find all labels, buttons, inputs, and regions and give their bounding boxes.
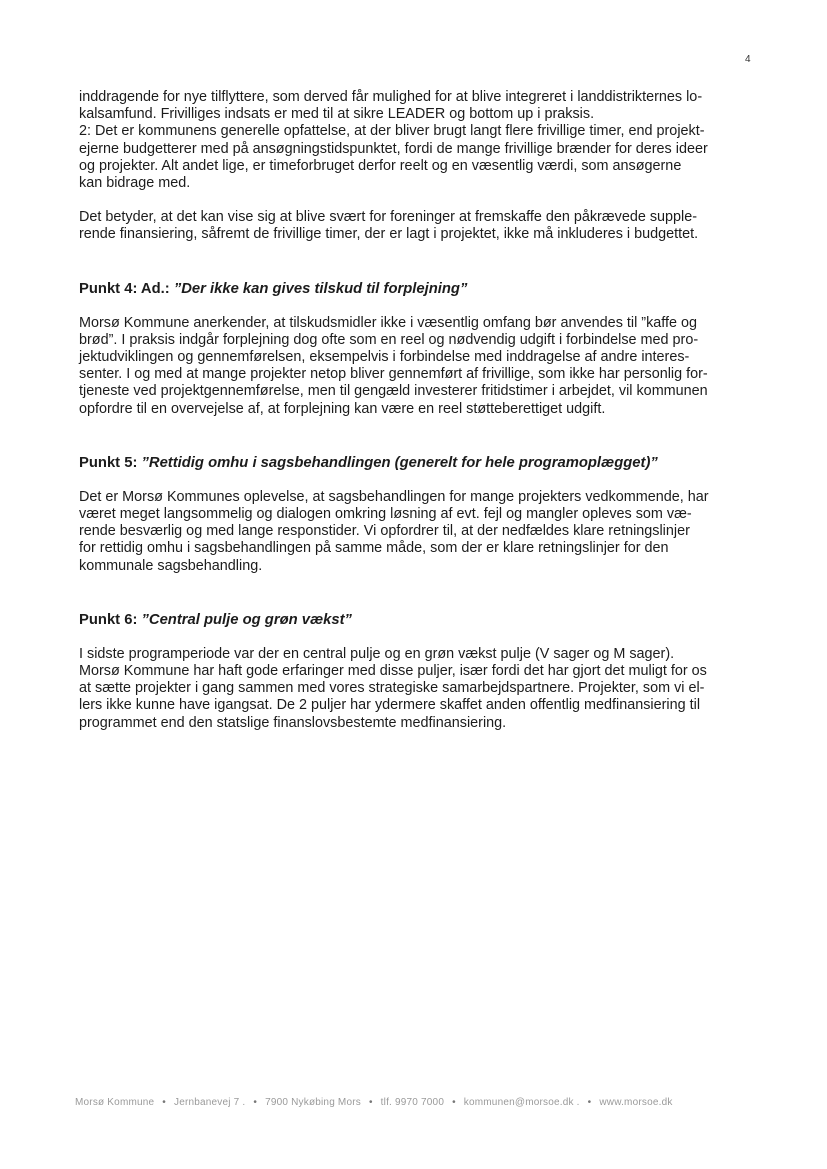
section-label: Punkt 5:	[79, 454, 142, 471]
footer-web: www.morsoe.dk	[599, 1097, 673, 1108]
section-heading-punkt-5	[79, 454, 751, 472]
footer-address: Jernbanevej 7 .	[174, 1097, 246, 1108]
footer-email: kommunen@morsoe.dk .	[463, 1097, 580, 1108]
footer-org: Morsø Kommune	[75, 1097, 155, 1108]
intro-line: inddragende for nye tilflyttere, som derved får mulighed for at blive integreret i landdistrikternes lo-	[79, 89, 703, 105]
section-title: ”Rettidig omhu i sagsbehandlingen (generelt for hele programoplægget)”	[141, 454, 658, 471]
section-line: programmet end den statslige finanslovsbestemte medfinansiering.	[79, 714, 507, 731]
footer-separator: •	[162, 1097, 166, 1108]
section-heading-punkt-6	[79, 611, 751, 629]
section-heading-punkt-4	[79, 280, 751, 298]
footer-separator: •	[452, 1097, 456, 1108]
footer-city: 7900 Nykøbing Mors	[265, 1097, 361, 1108]
footer-separator: •	[368, 1097, 373, 1108]
page-number: 4	[745, 54, 751, 65]
section-line: Morsø Kommune anerkender, at tilskudsmidler ikke i væsentlig omfang bør anvendes til ”kaffe og	[79, 314, 698, 331]
section-line: opfordre til en overvejelse af, at forplejning kan være en reel støtteberettiget udgift.	[79, 400, 606, 417]
section-line: været meget langsommelig og dialogen omkring løsning af evt. fejl og mangler opleves som væ-	[79, 506, 692, 523]
section-title: ”Central pulje og grøn vækst”	[141, 611, 352, 628]
section-title: ”Der ikke kan gives tilskud til forplejning”	[173, 280, 468, 297]
section-line: Det er Morsø Kommunes oplevelse, at sagsbehandlingen for mange projekters vedkommende, har	[79, 488, 709, 505]
section-line: tjeneste ved projektgennemførelse, men til gengæld investerer fritidstimer i arbejdet, vil kommunen	[79, 383, 708, 400]
intro-line: ejerne budgetterer med på ansøgningstidspunktet, fordi de mange frivillige brænder for deres ideer	[79, 140, 708, 157]
section-line: I sidste programperiode var der en central pulje og en grøn vækst pulje (V sager og M sager).	[79, 645, 675, 662]
section-line: rende besværlig og med lange responstider. Vi opfordrer til, at der nedfældes klare retningslinjer	[79, 523, 690, 540]
section-line: brød”. I praksis indgår forplejning dog ofte som en reel og nødvendig udgift i forbindelse med pro-	[79, 331, 699, 348]
intro-paragraph-2-line: rende finansiering, såfremt de frivillige timer, der er lagt i projektet, ikke må inkluderes i budgettet.	[79, 226, 699, 243]
page-footer	[75, 1097, 755, 1108]
footer-separator: •	[253, 1097, 258, 1108]
intro-line: og projekter. Alt andet lige, er timeforbruget derfor reelt og en væsentlig værdi, som ansøgerne	[79, 157, 682, 174]
section-label: Punkt 6:	[79, 611, 142, 628]
intro-line: 2: Det er kommunens generelle opfattelse, at der bliver brugt langt flere frivillige timer, end projekt-	[79, 123, 705, 140]
section-line: lers ikke kunne have igangsat. De 2 puljer har ydermere skaffet anden offentlig medfinansiering til	[79, 697, 701, 714]
section-line: kommunale sagsbehandling.	[79, 557, 263, 574]
section-line: jektudviklingen og gennemførelsen, eksempelvis i forbindelse med inddragelse af andre interes-	[79, 349, 690, 366]
section-line: for rettidig omhu i sagsbehandlingen på samme måde, som der er klare retningslinjer for den	[79, 540, 669, 557]
intro-line: kan bidrage med.	[79, 175, 191, 192]
intro-line: kalsamfund. Frivilliges indsats er med til at sikre LEADER og bottom up i praksis.	[79, 106, 595, 123]
intro-paragraph-2-line: Det betyder, at det kan vise sig at blive svært for foreninger at fremskaffe den påkrævede supple-	[79, 209, 698, 226]
footer-phone: tlf. 9970 7000	[380, 1097, 445, 1108]
section-line: senter. I og med at mange projekter netop bliver gennemført af frivillige, som ikke har personlig for-	[79, 366, 708, 383]
section-line: Morsø Kommune har haft gode erfaringer med disse puljer, især fordi det har gjort det muligt for os	[79, 663, 707, 680]
section-label: Punkt 4: Ad.:	[79, 280, 174, 297]
footer-separator: •	[587, 1097, 592, 1108]
section-line: at sætte projekter i gang sammen med vores strategiske samarbejdspartnere. Projekter, som vi el-	[79, 680, 705, 697]
document-body	[79, 89, 751, 732]
